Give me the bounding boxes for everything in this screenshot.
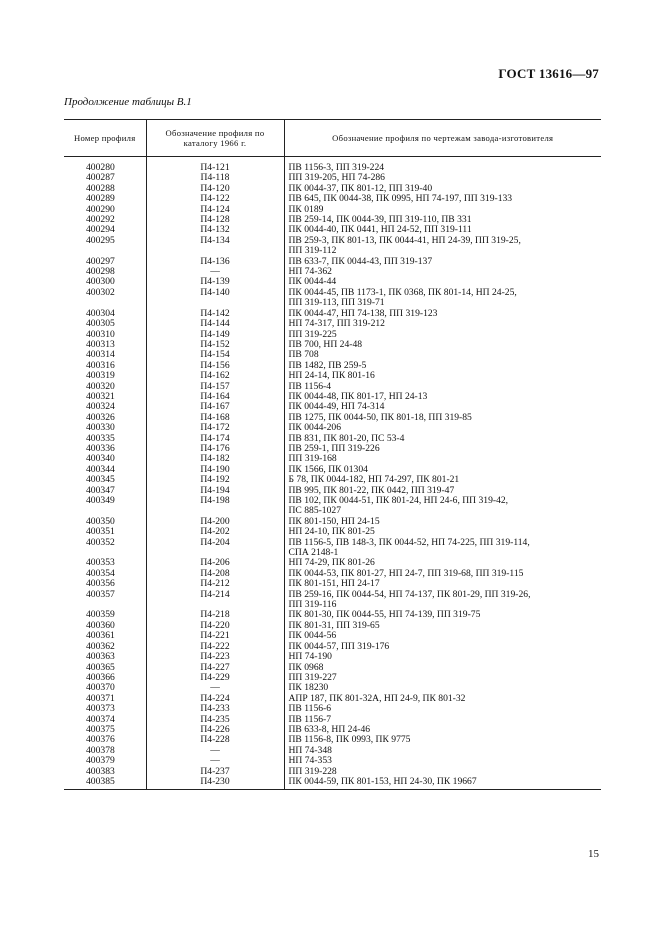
profile-number-cell: 400351: [86, 526, 115, 538]
profile-number-cell: 400314: [86, 349, 115, 361]
profile-number-cell: 400305: [86, 318, 115, 330]
factory-designation-line: ПВ 102, ПК 0044-51, ПК 801-24, НП 24-6, ПП 319-42,: [288, 495, 509, 506]
factory-designation-line: ПК 0044-45, ПВ 1173-1, ПК 0368, ПК 801-14, НП 24-25,: [288, 286, 517, 298]
factory-designation-line: ПК 801-31, ПП 319-65: [288, 619, 380, 631]
profile-number-cell: 400373: [86, 703, 115, 715]
catalog-designation-cell: П4-228: [146, 735, 284, 745]
profile-number-cell: 400350: [86, 515, 115, 527]
catalog-designation-cell: П4-132: [146, 225, 284, 235]
catalog-designation-cell: П4-172: [146, 423, 284, 433]
factory-designation-line: ПВ 995, ПК 801-22, ПК 0442, ПП 319-47: [288, 484, 455, 496]
factory-designation-line: НП 24-10, ПК 801-25: [288, 526, 375, 538]
catalog-designation-cell: П4-174: [146, 434, 284, 444]
factory-designation-cell: [284, 340, 601, 350]
catalog-designation-cell: П4-214: [146, 590, 284, 611]
catalog-designation-cell: П4-182: [146, 454, 284, 464]
catalog-designation-cell: П4-212: [146, 579, 284, 589]
profile-number-cell: 400347: [86, 484, 115, 496]
profile-number-cell: 400316: [86, 359, 115, 371]
factory-designation-cell: [284, 423, 601, 433]
factory-designation-line: АПР 187, ПК 801-32А, НП 24-9, ПК 801-32: [288, 692, 466, 704]
factory-designation-line: ПВ 1156-7: [288, 713, 332, 725]
profile-number-cell: 400321: [86, 390, 115, 402]
catalog-designation-cell: П4-152: [146, 340, 284, 350]
factory-designation-cell: [284, 496, 601, 517]
table-row: [64, 652, 601, 662]
factory-designation-line: ПК 18230: [288, 682, 329, 694]
factory-designation-cell: [284, 673, 601, 683]
profile-number-cell: 400361: [86, 630, 115, 642]
profile-number-cell: 400292: [86, 214, 115, 226]
factory-designation-line: НП 74-190: [288, 651, 332, 663]
profile-number-cell: 400366: [86, 671, 115, 683]
table-row: [64, 288, 601, 309]
factory-designation-line: ПК 0044-37, ПК 801-12, ПП 319-40: [288, 182, 433, 194]
catalog-designation-cell: П4-142: [146, 309, 284, 319]
profile-number-cell: 400360: [86, 619, 115, 631]
profile-number-cell: 400313: [86, 338, 115, 350]
profile-number-cell: 400288: [86, 182, 115, 194]
catalog-designation-cell: П4-233: [146, 704, 284, 714]
factory-designation-line: ПК 0044-40, ПК 0441, НП 24-52, ПП 319-111: [288, 224, 472, 236]
factory-designation-line: ПП 319-205, НП 74-286: [288, 172, 385, 184]
factory-designation-cell: [284, 236, 601, 257]
profile-number-cell: 400289: [86, 193, 115, 205]
table-header-row: [64, 120, 601, 157]
factory-designation-line: ПК 801-151, НП 24-17: [288, 578, 380, 590]
profile-number-cell: 400294: [86, 224, 115, 236]
profile-number-cell: 400362: [86, 640, 115, 652]
catalog-designation-cell: П4-204: [146, 538, 284, 559]
profile-number-cell: 400374: [86, 713, 115, 725]
factory-designation-line: НП 74-317, ПП 319-212: [288, 318, 385, 330]
catalog-designation-cell: П4-198: [146, 496, 284, 517]
factory-designation-line: НП 74-29, ПК 801-26: [288, 557, 375, 569]
profile-number-cell: 400326: [86, 411, 115, 423]
profile-table: [64, 119, 601, 790]
factory-designation-cell: [284, 652, 601, 662]
catalog-designation-cell: П4-208: [146, 569, 284, 579]
factory-designation-line: ПВ 633-8, НП 24-46: [288, 723, 371, 735]
profile-number-cell: 400345: [86, 474, 115, 486]
profile-number-cell: 400297: [86, 255, 115, 267]
table-row: [64, 642, 601, 652]
catalog-designation-cell: П4-134: [146, 236, 284, 257]
catalog-designation-cell: П4-176: [146, 444, 284, 454]
catalog-designation-cell: —: [146, 756, 284, 766]
table-row: [64, 194, 601, 204]
factory-designation-line: СПА 2148-1: [288, 547, 339, 559]
factory-designation-cell: [284, 157, 601, 174]
factory-designation-cell: [284, 194, 601, 204]
profile-number-cell: 400319: [86, 370, 115, 382]
factory-designation-cell: [284, 756, 601, 766]
standard-code: ГОСТ 13616—97: [498, 66, 599, 81]
factory-designation-line: ПК 0968: [288, 661, 324, 673]
catalog-designation-cell: П4-167: [146, 402, 284, 412]
factory-designation-line: ПП 319-168: [288, 453, 337, 465]
profile-number-cell: 400335: [86, 432, 115, 444]
table-row: [64, 735, 601, 745]
table-row: [64, 756, 601, 766]
factory-designation-line: ПК 0044-48, ПК 801-17, НП 24-13: [288, 390, 428, 402]
profile-number-cell: 400287: [86, 172, 115, 184]
factory-designation-line: ПК 0044-206: [288, 422, 341, 434]
table-row: [64, 590, 601, 611]
profile-number-cell: 400357: [86, 588, 115, 600]
column-header-profile-number: Номер профиля: [64, 120, 146, 157]
profile-number-cell: 400383: [86, 765, 115, 777]
factory-designation-line: ПВ 831, ПК 801-20, ПС 53-4: [288, 432, 405, 444]
factory-designation-line: ПВ 1156-6: [288, 703, 332, 715]
factory-designation-line: ПК 0044-49, НП 74-314: [288, 401, 385, 413]
profile-number-cell: 400385: [64, 777, 146, 790]
catalog-designation-cell: —: [146, 683, 284, 693]
catalog-designation-cell: П4-164: [146, 392, 284, 402]
factory-designation-line: ПК 0044-56: [288, 630, 337, 642]
catalog-designation-cell: П4-122: [146, 194, 284, 204]
table-row: [64, 777, 601, 790]
catalog-designation-cell: П4-121: [146, 157, 284, 174]
factory-designation-line: ПВ 708: [288, 349, 319, 361]
catalog-designation-cell: П4-227: [146, 663, 284, 673]
factory-designation-line: ПВ 259-3, ПК 801-13, ПК 0044-41, НП 24-39, ПП 319-25,: [288, 234, 521, 246]
factory-designation-line: ПВ 700, НП 24-48: [288, 338, 363, 350]
catalog-designation-cell: П4-222: [146, 642, 284, 652]
table-caption: Продолжение таблицы В.1: [64, 96, 192, 108]
catalog-designation-cell: П4-192: [146, 475, 284, 485]
catalog-designation-cell: П4-221: [146, 631, 284, 641]
table-row: [64, 257, 601, 267]
profile-number-cell: 400359: [86, 609, 115, 621]
catalog-designation-cell: П4-128: [146, 215, 284, 225]
factory-designation-line: ПВ 1275, ПК 0044-50, ПК 801-18, ПП 319-85: [288, 411, 472, 423]
table-row: [64, 538, 601, 559]
catalog-designation-cell: П4-218: [146, 610, 284, 620]
catalog-designation-cell: П4-149: [146, 330, 284, 340]
factory-designation-cell: [284, 319, 601, 329]
table-row: [64, 157, 601, 174]
factory-designation-line: НП 74-362: [288, 266, 332, 278]
profile-number-cell: 400363: [86, 651, 115, 663]
factory-designation-line: ПК 0044-59, ПК 801-153, НП 24-30, ПК 19667: [288, 775, 477, 787]
table-row: [64, 371, 601, 381]
factory-designation-line: ПК 0189: [288, 203, 324, 215]
profile-number-cell: 400304: [86, 307, 115, 319]
factory-designation-line: ПВ 1156-3, ПП 319-224: [288, 162, 385, 173]
page-number: 15: [588, 848, 599, 860]
profile-number-cell: 400356: [86, 578, 115, 590]
table-row: [64, 423, 601, 433]
factory-designation-cell: [284, 704, 601, 714]
catalog-designation-cell: П4-139: [146, 277, 284, 287]
factory-designation-line: ПВ 1156-5, ПВ 148-3, ПК 0044-52, НП 74-225, ПП 319-114,: [288, 536, 530, 548]
factory-designation-line: ПВ 633-7, ПК 0044-43, ПП 319-137: [288, 255, 433, 267]
catalog-designation-cell: П4-144: [146, 319, 284, 329]
catalog-designation-cell: П4-157: [146, 382, 284, 392]
catalog-designation-cell: П4-120: [146, 184, 284, 194]
factory-designation-line: ПП 319-116: [288, 599, 337, 611]
factory-designation-cell: [284, 694, 601, 704]
factory-designation-line: ПК 0044-53, ПК 801-27, НП 24-7, ПП 319-68, ПП 319-115: [288, 567, 524, 579]
catalog-designation-cell: —: [146, 746, 284, 756]
table-row: [64, 704, 601, 714]
catalog-designation-cell: П4-226: [146, 725, 284, 735]
table-row: [64, 746, 601, 756]
profile-number-cell: 400365: [86, 661, 115, 673]
catalog-designation-cell: П4-223: [146, 652, 284, 662]
profile-number-cell: 400378: [86, 744, 115, 756]
factory-designation-line: НП 74-348: [288, 744, 332, 756]
table-row: [64, 496, 601, 517]
factory-designation-cell: [284, 288, 601, 309]
profile-number-cell: 400379: [86, 755, 115, 767]
catalog-designation-cell: П4-140: [146, 288, 284, 309]
table-row: [64, 236, 601, 257]
factory-designation-cell: [284, 777, 601, 790]
catalog-designation-cell: П4-220: [146, 621, 284, 631]
profile-number-cell: 400300: [86, 276, 115, 288]
profile-number-cell: 400280: [86, 162, 115, 173]
profile-number-cell: 400324: [86, 401, 115, 413]
factory-designation-cell: [284, 371, 601, 381]
catalog-designation-cell: П4-206: [146, 558, 284, 568]
profile-number-cell: 400376: [86, 734, 115, 746]
factory-designation-line: ПВ 645, ПК 0044-38, ПК 0995, НП 74-197, ПП 319-133: [288, 193, 513, 205]
table-row: [64, 694, 601, 704]
profile-number-cell: 400336: [86, 442, 115, 454]
factory-designation-line: ПП 319-225: [288, 328, 337, 340]
profile-number-cell: 400290: [86, 203, 115, 215]
factory-designation-line: ПВ 1156-4: [288, 380, 332, 392]
factory-designation-line: ПВ 1482, ПВ 259-5: [288, 359, 367, 371]
profile-number-cell: 400302: [86, 286, 115, 298]
profile-number-cell: 400320: [86, 380, 115, 392]
profile-number-cell: 400310: [86, 328, 115, 340]
factory-designation-line: НП 74-353: [288, 755, 332, 767]
catalog-designation-cell: П4-136: [146, 257, 284, 267]
factory-designation-line: ПВ 259-1, ПП 319-226: [288, 442, 380, 454]
catalog-designation-cell: П4-235: [146, 715, 284, 725]
profile-number-cell: 400353: [86, 557, 115, 569]
factory-designation-line: Б 78, ПК 0044-182, НП 74-297, ПК 801-21: [288, 474, 460, 486]
catalog-designation-cell: П4-194: [146, 486, 284, 496]
factory-designation-line: ПК 0044-44: [288, 276, 337, 288]
catalog-designation-cell: —: [146, 267, 284, 277]
profile-number-cell: 400371: [86, 692, 115, 704]
catalog-designation-cell: П4-202: [146, 527, 284, 537]
factory-designation-line: ПС 885-1027: [288, 505, 341, 517]
factory-designation-line: НП 24-14, ПК 801-16: [288, 370, 375, 382]
catalog-designation-cell: П4-200: [146, 517, 284, 527]
factory-designation-line: ПК 1566, ПК 01304: [288, 463, 368, 475]
table-row: [64, 340, 601, 350]
column-header-catalog-1966: Обозначение профиля по каталогу 1966 г.: [146, 120, 284, 157]
factory-designation-line: ПП 319-228: [288, 765, 337, 777]
catalog-designation-cell: П4-224: [146, 694, 284, 704]
catalog-designation-cell: П4-168: [146, 413, 284, 423]
catalog-designation-cell: П4-124: [146, 205, 284, 215]
factory-designation-line: ПВ 1156-8, ПК 0993, ПК 9775: [288, 734, 411, 746]
factory-designation-cell: [284, 590, 601, 611]
catalog-designation-cell: П4-162: [146, 371, 284, 381]
factory-designation-cell: [284, 538, 601, 559]
table-row: [64, 319, 601, 329]
table-body: [64, 157, 601, 790]
table-row: [64, 673, 601, 683]
factory-designation-line: ПВ 259-14, ПК 0044-39, ПП 319-110, ПВ 331: [288, 214, 472, 226]
catalog-designation-cell: П4-229: [146, 673, 284, 683]
column-header-factory-drawings: Обозначение профиля по чертежам завода-изготовителя: [284, 120, 601, 157]
profile-number-cell: 400352: [86, 536, 115, 548]
catalog-designation-cell: П4-190: [146, 465, 284, 475]
profile-number-cell: 400298: [86, 266, 115, 278]
catalog-designation-cell: П4-237: [146, 767, 284, 777]
factory-designation-line: ПК 801-150, НП 24-15: [288, 515, 380, 527]
catalog-designation-cell: П4-156: [146, 361, 284, 371]
factory-designation-line: ПП 319-112: [288, 245, 337, 257]
factory-designation-line: ПК 0044-47, НП 74-138, ПП 319-123: [288, 307, 438, 319]
factory-designation-line: ПП 319-113, ПП 319-71: [288, 297, 385, 309]
profile-number-cell: 400354: [86, 567, 115, 579]
profile-number-cell: 400340: [86, 453, 115, 465]
profile-number-cell: 400370: [86, 682, 115, 694]
catalog-designation-cell: П4-118: [146, 173, 284, 183]
profile-number-cell: 400295: [86, 234, 115, 246]
factory-designation-line: ПК 801-30, ПК 0044-55, НП 74-139, ПП 319-75: [288, 609, 481, 621]
profile-number-cell: 400349: [86, 495, 115, 506]
factory-designation-line: ПК 0044-57, ПП 319-176: [288, 640, 390, 652]
profile-number-cell: 400375: [86, 723, 115, 735]
factory-designation-line: ПВ 259-16, ПК 0044-54, НП 74-137, ПК 801-29, ПП 319-26,: [288, 588, 531, 600]
profile-number-cell: 400344: [86, 463, 115, 475]
factory-designation-line: ПП 319-227: [288, 671, 337, 683]
profile-number-cell: 400330: [86, 422, 115, 434]
catalog-designation-cell: П4-230: [146, 777, 284, 790]
catalog-designation-cell: П4-154: [146, 350, 284, 360]
